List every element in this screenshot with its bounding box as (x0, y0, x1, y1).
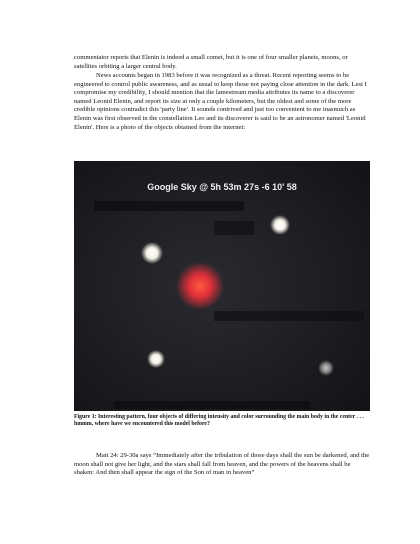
google-sky-photo (74, 161, 370, 411)
satellite-upper-right (270, 215, 290, 235)
central-red-body (176, 262, 224, 310)
photo-overlay-text: Google Sky @ 5h 53m 27s -6 10' 58 (147, 182, 297, 192)
dark-band (214, 311, 364, 321)
dark-band (114, 401, 310, 409)
paragraph-matthew-quote: Matt 24: 29-30a says “Immediately after the tribulation of those days shall the sun be darkened, and the moon shall not give her light, and the stars shall fall from heaven, and the powers of the heavens shall be shaken: And then shall appear the sign of the Son of man in heaven” (74, 452, 370, 477)
satellite-upper-left (141, 242, 163, 264)
dark-band (94, 201, 244, 211)
satellite-lower-left (147, 350, 165, 368)
paragraph-news-accounts: News accounts began in 1983 before it was recognized as a threat. Recent reporting seems to be engineered to control public awareness, and as usual to keep those not paying close attention in the dark. Lest I compromise my credibility, I should mention that the lamestream media attributes its name to a discoverer named Leonid Elenin, and report its size at only a couple kilometers, but the oldest and some of the more credible opinions contradict this 'party line'. It sounds contrived and just too convenient to me inasmuch as Elenin was first observed in the constellation Leo and its discoverer is said to be an astronomer named 'Leonid Elenin'. Here is a photo of the objects obtained from the internet: (74, 72, 367, 131)
figure-caption: Figure 1: Interesting pattern, four objects of differing intensity and color surrounding the main body in the center . . . hmmm, where have we encountered this model before? (74, 414, 364, 428)
dark-band (214, 221, 254, 235)
paragraph-elenin-comet: commentator reports that Elenin is indeed a small comet, but it is one of four smaller planets, moons, or satellites orbiting a larger central body. (74, 54, 348, 70)
satellite-lower-right-dim (318, 360, 334, 376)
